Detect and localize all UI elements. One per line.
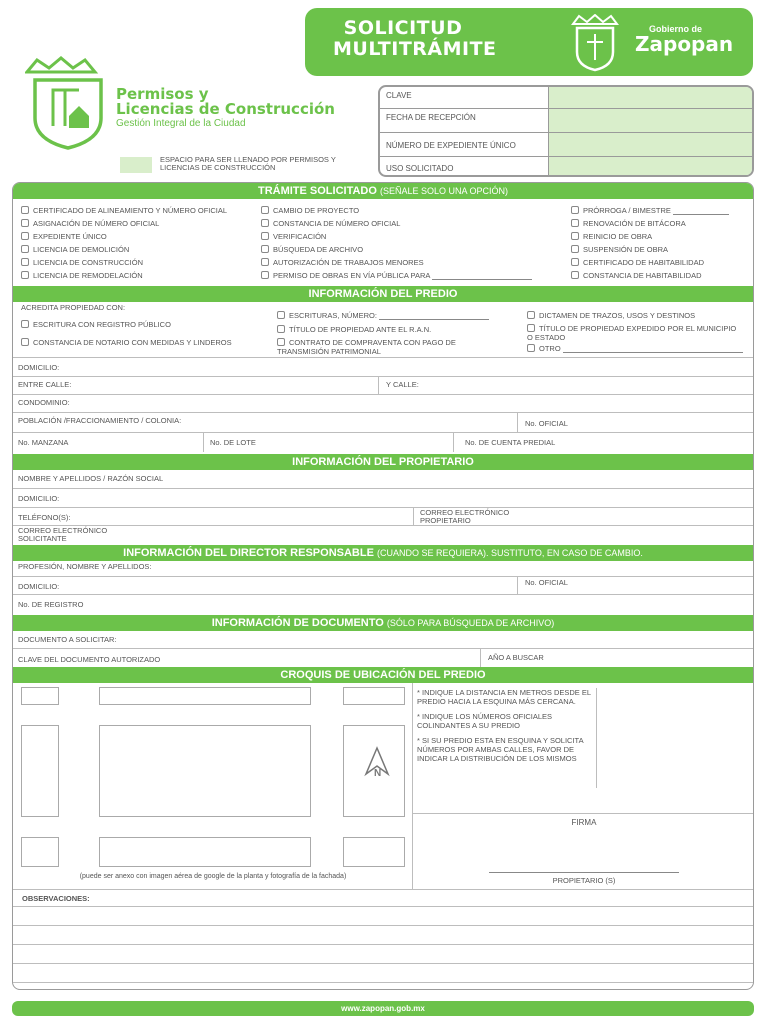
department-line-3: Gestión Integral de la Ciudad [116,118,246,129]
predio-title: INFORMACIÓN DEL PREDIO [308,288,458,300]
dir-no-oficial-label: No. OFICIAL [525,578,568,587]
telefono-label: TELÉFONO(S): [18,513,71,522]
prop-domicilio-row[interactable] [13,489,753,508]
predio-option[interactable]: CONTRATO DE COMPRAVENTA CON PAGO DE TRANSMISIÓN PATRIMONIAL [277,338,456,356]
predio-option[interactable]: OTRO [527,344,743,353]
department-name [116,87,335,129]
checkbox[interactable] [261,219,269,227]
telefono-row[interactable] [13,508,753,526]
acredita-label: ACREDITA PROPIEDAD CON: [21,303,126,312]
header-banner [305,8,753,76]
condominio-row[interactable] [13,395,753,413]
checkbox[interactable] [21,338,29,346]
lote-label: No. DE LOTE [210,438,256,447]
clave-label: CLAVE [386,91,412,100]
form-title [333,17,497,60]
tramite-option[interactable]: ASIGNACIÓN DE NÚMERO OFICIAL [21,219,159,228]
calles-row[interactable] [13,377,753,395]
documento-solicitar-row[interactable] [13,631,753,649]
tramite-option[interactable]: AUTORIZACIÓN DE TRABAJOS MENORES [261,258,424,267]
prop-domicilio-label: DOMICILIO: [18,494,60,503]
checkbox[interactable] [21,258,29,266]
predio-domicilio-label: DOMICILIO: [18,363,60,372]
profesion-row[interactable] [13,561,753,577]
block-top-left [21,687,59,705]
north-label: N [374,768,382,779]
section-documento [13,615,753,631]
gov-small-text: Gobierno de [649,24,703,34]
section-predio [13,286,753,302]
observaciones-line[interactable] [13,945,753,964]
clave-documento-row[interactable] [13,649,753,667]
croquis-note: (puede ser anexo con imagen aérea de google de la planta y fotografía de la fachada) [79,873,347,880]
croquis-title: CROQUIS DE UBICACIÓN DEL PREDIO [280,669,486,681]
blank-line[interactable] [432,279,532,280]
clave-documento-label: CLAVE DEL DOCUMENTO AUTORIZADO [18,655,161,664]
predio-option[interactable]: ESCRITURA CON REGISTRO PÚBLICO [21,320,171,329]
croquis-sketch-area[interactable] [13,683,413,889]
predio-option[interactable]: DICTAMEN DE TRAZOS, USOS Y DESTINOS [527,311,695,320]
tramite-option[interactable]: PRÓRROGA / BIMESTRE [571,206,729,215]
signature-line[interactable] [489,872,679,873]
expediente-field[interactable] [548,133,752,156]
block-top-center [99,687,311,705]
checkbox[interactable] [527,311,535,319]
legend-text: ESPACIO PARA SER LLENADO POR PERMISOS Y LICENCIAS DE CONSTRUCCIÓN [160,155,336,172]
firma-area[interactable] [413,813,754,889]
nombre-row[interactable] [13,470,753,489]
observaciones-line[interactable] [13,964,753,983]
correo-propietario-label: CORREO ELECTRÓNICO PROPIETARIO [420,508,510,525]
entre-calle-label: ENTRE CALLE: [18,380,72,389]
correo-solicitante-row[interactable] [13,526,753,544]
checkbox[interactable] [277,311,285,319]
observaciones-line[interactable] [13,926,753,945]
title-line-1: SOLICITUD [343,17,463,39]
observaciones-row[interactable] [13,889,753,907]
block-bottom-right [343,837,405,867]
nombre-label: NOMBRE Y APELLIDOS / RAZÓN SOCIAL [18,474,164,483]
checkbox[interactable] [277,325,285,333]
block-top-right [343,687,405,705]
cuenta-predial-label: No. DE CUENTA PREDIAL [465,438,556,447]
observaciones-line[interactable] [13,907,753,926]
instruction-2: * INDIQUE LOS NÚMEROS OFICIALES COLINDANTES A SU PREDIO [417,712,553,730]
tramite-option[interactable]: LICENCIA DE DEMOLICIÓN [21,245,129,254]
firma-label: FIRMA [571,818,597,827]
predio-option[interactable]: ESCRITURAS, NÚMERO: [277,311,489,320]
documento-subtitle: (SÓLO PARA BÚSQUEDA DE ARCHIVO) [386,618,555,628]
otro-line[interactable] [563,352,743,353]
checkbox[interactable] [261,258,269,266]
fecha-recepcion-label: FECHA DE RECEPCIÓN [386,113,476,122]
blank-line[interactable] [673,214,729,215]
checkbox[interactable] [571,271,579,279]
instruction-3: * SI SU PREDIO ESTA EN ESQUINA Y SOLICITA NÚMEROS POR AMBAS CALLES, FAVOR DE INDICAR LA DISTRIBUCIÓN DE LOS MISMOS [417,736,584,763]
checkbox[interactable] [21,232,29,240]
tramite-option[interactable]: CERTIFICADO DE ALINEAMIENTO Y NÚMERO OFICIAL [21,206,227,215]
propietario-signature-label: PROPIETARIO (S) [552,876,616,885]
registro-row[interactable] [13,595,753,615]
expediente-label: NÚMERO DE EXPEDIENTE ÚNICO [386,141,516,150]
documento-solicitar-label: DOCUMENTO A SOLICITAR: [18,635,117,644]
checkbox[interactable] [277,338,285,346]
tramite-option[interactable]: VERIFICACIÓN [261,232,326,241]
footer-url[interactable]: www.zapopan.gob.mx [12,1001,754,1016]
zapopan-crest-icon [567,14,623,72]
legend-swatch [120,157,152,173]
checkbox[interactable] [21,219,29,227]
checkbox[interactable] [261,245,269,253]
gov-big-text: Zapopan [635,32,734,56]
director-subtitle: (CUANDO SE REQUIERA). SUSTITUTO, EN CASO DE CAMBIO. [376,548,643,558]
predio-option[interactable]: TÍTULO DE PROPIEDAD ANTE EL R.A.N. [277,325,431,334]
dir-domicilio-row[interactable] [13,577,753,595]
tramite-option[interactable]: BÚSQUEDA DE ARCHIVO [261,245,363,254]
uso-solicitado-label: USO SOLICITADO [386,164,454,173]
clave-field[interactable] [548,87,752,108]
checkbox[interactable] [527,324,535,332]
checkbox[interactable] [21,206,29,214]
title-line-2: MULTITRÁMITE [333,38,497,60]
checkbox[interactable] [527,344,535,352]
tramite-option[interactable]: RENOVACIÓN DE BITÁCORA [571,219,686,228]
predio-option[interactable]: CONSTANCIA DE NOTARIO CON MEDIDAS Y LINDEROS [21,338,232,347]
checkbox[interactable] [21,245,29,253]
office-use-box [378,85,754,177]
tramite-option[interactable]: LICENCIA DE REMODELACIÓN [21,271,143,280]
profesion-label: PROFESIÓN, NOMBRE Y APELLIDOS: [18,562,152,571]
tramite-option[interactable]: SUSPENSIÓN DE OBRA [571,245,668,254]
department-line-2: Licencias de Construcción [116,100,335,118]
expediente-row [380,133,752,157]
correo-solicitante-label: CORREO ELECTRÓNICO SOLICITANTE [18,526,108,543]
tramite-option[interactable]: CONSTANCIA DE NÚMERO OFICIAL [261,219,400,228]
tramite-subtitle: (SEÑALE SOLO UNA OPCIÓN) [380,186,509,196]
predio-no-oficial-label: No. OFICIAL [525,419,568,428]
croquis-instructions [417,688,602,769]
instruction-1: * INDIQUE LA DISTANCIA EN METROS DESDE EL PREDIO HACIA LA ESQUINA MÁS CERCANA. [417,688,591,706]
uso-row [380,157,752,177]
checkbox[interactable] [571,206,579,214]
permisos-crest-icon [25,56,115,151]
y-calle-label: Y CALLE: [386,380,419,389]
tramite-option[interactable]: REINICIO DE OBRA [571,232,652,241]
manzana-label: No. MANZANA [18,438,69,447]
dir-domicilio-label: DOMICILIO: [18,582,60,591]
tramite-option[interactable]: LICENCIA DE CONSTRUCCIÓN [21,258,143,267]
tramite-option[interactable]: CONSTANCIA DE HABITABILIDAD [571,271,702,280]
predio-option[interactable]: TÍTULO DE PROPIEDAD EXPEDIDO POR EL MUNICIPIO O ESTADO [527,324,737,342]
section-croquis [13,667,753,683]
block-bottom-center [99,837,311,867]
uso-solicitado-field[interactable] [548,157,752,177]
checkbox[interactable] [21,271,29,279]
tramite-option[interactable]: EXPEDIENTE ÚNICO [21,232,107,241]
tramite-option[interactable]: PERMISO DE OBRAS EN VÍA PÚBLICA PARA [261,271,532,280]
poblacion-row[interactable] [13,413,753,433]
condominio-label: CONDOMINIO: [18,398,70,407]
checkbox[interactable] [571,219,579,227]
poblacion-label: POBLACIÓN /FRACCIONAMIENTO / COLONIA: [18,416,182,425]
clave-row [380,87,752,109]
tramite-option[interactable]: CAMBIO DE PROYECTO [261,206,359,215]
checkbox[interactable] [571,245,579,253]
checkbox[interactable] [571,232,579,240]
section-propietario [13,454,753,470]
main-form [12,182,754,990]
checkbox[interactable] [261,232,269,240]
checkbox[interactable] [21,320,29,328]
observaciones-label: OBSERVACIONES: [22,894,90,903]
escrituras-number-line[interactable] [379,319,489,320]
checkbox[interactable] [261,206,269,214]
manzana-row[interactable] [13,433,753,452]
anio-buscar-label: AÑO A BUSCAR [488,653,544,662]
tramite-option[interactable]: CERTIFICADO DE HABITABILIDAD [571,258,704,267]
director-title: INFORMACIÓN DEL DIRECTOR RESPONSABLE [123,547,374,559]
block-middle-center [99,725,311,817]
fecha-recepcion-field[interactable] [548,109,752,132]
block-bottom-left [21,837,59,867]
section-tramite [13,183,753,199]
registro-label: No. DE REGISTRO [18,600,84,609]
block-middle-left [21,725,59,817]
section-director [13,545,753,561]
block-middle-right [343,725,405,817]
department-line-1: Permisos y [116,85,209,103]
government-logo [635,24,733,54]
predio-domicilio-row[interactable] [13,357,753,377]
fecha-row [380,109,752,133]
tramite-title: TRÁMITE SOLICITADO [257,185,377,197]
checkbox[interactable] [261,271,269,279]
propietario-title: INFORMACIÓN DEL PROPIETARIO [292,456,474,468]
checkbox[interactable] [571,258,579,266]
documento-title: INFORMACIÓN DE DOCUMENTO [211,617,384,629]
